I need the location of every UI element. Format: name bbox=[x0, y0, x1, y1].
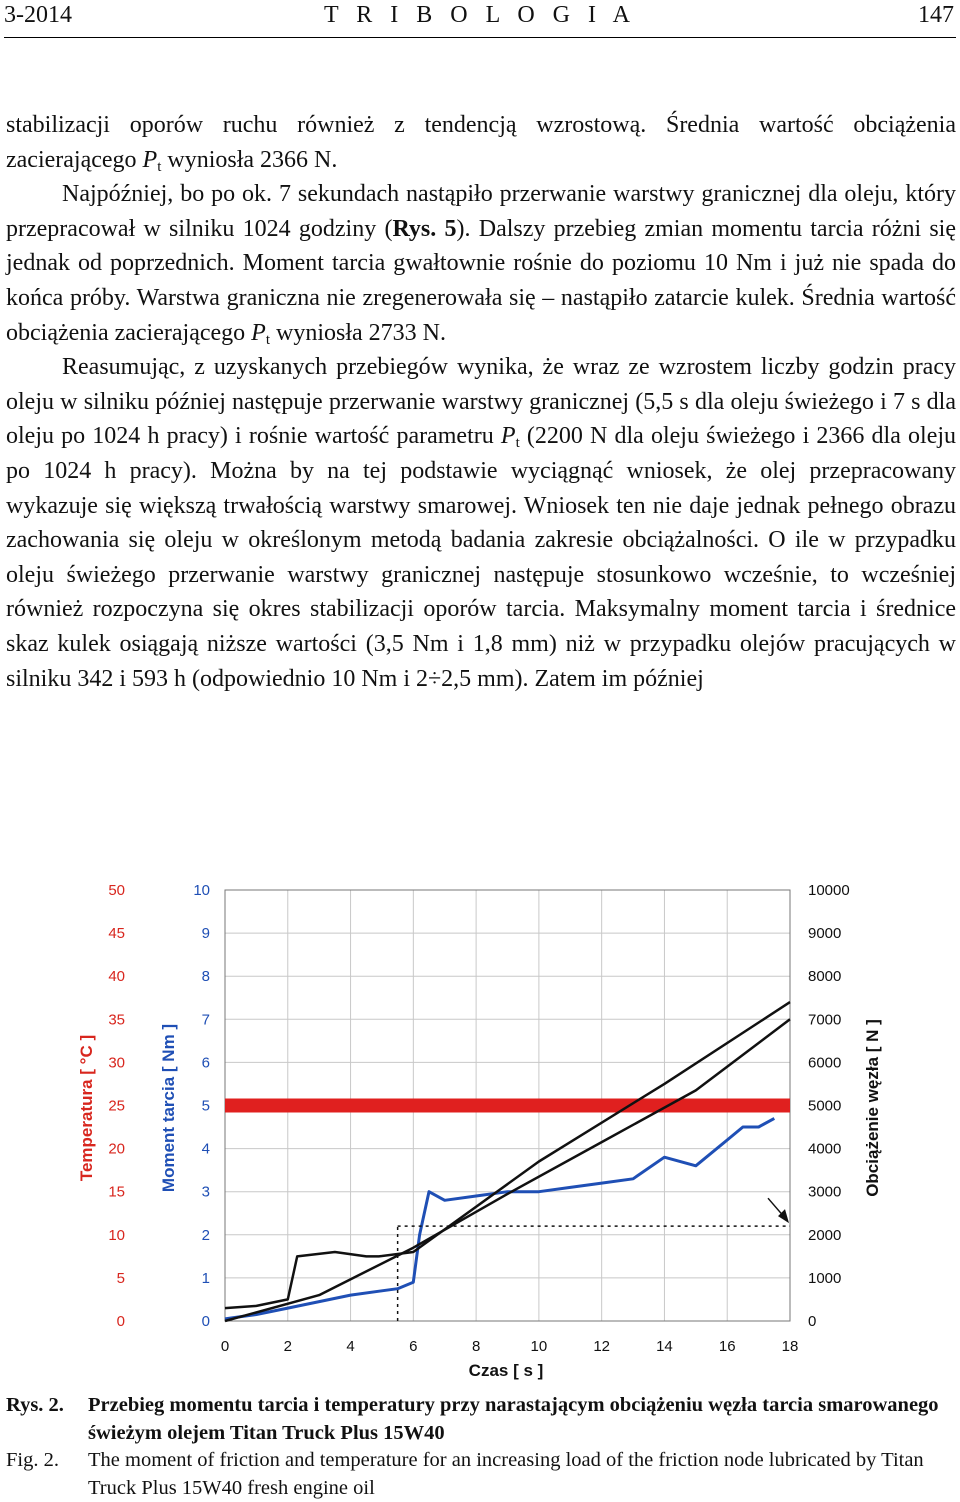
y-tick-label-load: 4000 bbox=[808, 1140, 842, 1158]
caption-label-pl: Rys. 2. bbox=[6, 1394, 64, 1416]
y-tick-label-temperature: 10 bbox=[108, 1226, 125, 1244]
y-tick-label-moment: 4 bbox=[201, 1140, 210, 1158]
y-tick-label-moment: 7 bbox=[201, 1011, 210, 1029]
y-tick-label-moment: 6 bbox=[201, 1054, 210, 1072]
y-tick-label-load: 10000 bbox=[808, 882, 850, 899]
y-tick-label-load: 6000 bbox=[808, 1054, 842, 1072]
paragraph-3: Reasumując, z uzyskanych przebiegów wynika, że wraz ze wzrostem liczby godzin pracy oleju w silniku później następuje przerwanie warstwy granicznej (5,5 s dla oleju świeżego i 7 s dla oleju po 1024 h pracy) i rośnie wartość parametru $P_t$ (2200 N dla oleju świeżego i 2366 dla oleju po 1024 h pracy). Można by na tej podstawie wyciągnąć wniosek, że olej przepracowany wykazuje się większą trwałością warstwy smarowej. Wniosek ten nie daje jednak pełnego obrazu zachowania się oleju w określonym metodą badania zakresie obciążalności. O ile w przypadku oleju świeżego przerwanie warstwy granicznej następuje stosunkowo wcześnie, to wcześniej również rozpoczyna się okres stabilizacji oporów tarcia. Maksymalny moment tarcia i średnice skaz kulek osiągają niższe wartości (3,5 Nm i 1,8 mm) niż w przypadku olejów pracujących w silniku 342 i 593 h (odpowiednio 10 Nm i 2÷2,5 mm). Zatem im później bbox=[6, 354, 957, 692]
y-tick-label-moment: 3 bbox=[201, 1183, 210, 1201]
x-tick-label: 10 bbox=[530, 1338, 548, 1355]
y-tick-label-moment: 0 bbox=[201, 1313, 210, 1330]
header-rule bbox=[4, 37, 956, 38]
y-tick-label-moment: 2 bbox=[201, 1226, 210, 1244]
paragraph-2: Najpóźniej, bo po ok. 7 sekundach nastąpiło przerwanie warstwy granicznej dla oleju, który przepracował w silniku 1024 godziny (Rys. 5). Dalszy przebieg zmian momentu tarcia różni się jednak od poprzednich. Moment tarcia gwałtownie rośnie do poziomu 10 Nm i już nie spada do końca próby. Warstwa graniczna nie zregenerowała się – nastąpiło zatarcie kulek. Średnia wartość obciążenia zacierającego $P_t$ wyniosła 2733 N. bbox=[6, 181, 957, 348]
y-tick-label-temperature: 5 bbox=[116, 1269, 125, 1287]
y-tick-label-moment: 9 bbox=[201, 925, 210, 943]
paragraph-1: stabilizacji oporów ruchu również z tendencją wzrostową. Średnia wartość obciążenia zacierającego $P_t$ wyniosła 2366 N. bbox=[6, 112, 956, 175]
y-tick-label-load: 5000 bbox=[808, 1097, 842, 1115]
y-tick-label-moment: 10 bbox=[193, 882, 210, 899]
y-tick-label-temperature: 0 bbox=[116, 1313, 125, 1330]
series-layer bbox=[225, 1002, 790, 1321]
y-tick-label-temperature: 20 bbox=[108, 1140, 125, 1158]
x-tick-label: 16 bbox=[718, 1338, 736, 1355]
y-tick-label-load: 1000 bbox=[808, 1269, 842, 1287]
y-tick-label-temperature: 45 bbox=[108, 925, 125, 943]
caption-polish bbox=[6, 1391, 956, 1447]
y-tick-label-temperature: 40 bbox=[108, 968, 125, 986]
y-tick-label-load: 3000 bbox=[808, 1183, 842, 1201]
x-tick-label: 0 bbox=[220, 1338, 230, 1355]
y-tick-label-load: 9000 bbox=[808, 925, 842, 943]
y-tick-label-moment: 1 bbox=[201, 1269, 210, 1287]
y-tick-label-load: 0 bbox=[808, 1313, 817, 1330]
caption-label-en: Fig. 2. bbox=[6, 1449, 59, 1471]
series-load bbox=[225, 1019, 790, 1321]
tick-labels bbox=[108, 882, 849, 1355]
friction-chart bbox=[50, 868, 930, 1388]
y-tick-label-temperature: 25 bbox=[108, 1097, 125, 1115]
series-moment-black bbox=[225, 1002, 790, 1308]
running-header bbox=[0, 0, 960, 34]
y-tick-label-load: 7000 bbox=[808, 1011, 842, 1029]
x-tick-label: 8 bbox=[471, 1338, 481, 1355]
y-tick-label-temperature: 15 bbox=[108, 1183, 125, 1201]
figure-reference: Rys. 5 bbox=[392, 215, 457, 242]
journal-title: T R I B O L O G I A bbox=[324, 2, 636, 28]
x-tick-label: 2 bbox=[283, 1338, 292, 1355]
y-axis-label-load: Obciążenie węzła [ N ] bbox=[863, 1019, 882, 1197]
page-number: 147 bbox=[918, 2, 954, 28]
x-tick-label: 6 bbox=[409, 1338, 418, 1355]
body-text bbox=[6, 108, 956, 696]
y-tick-label-moment: 8 bbox=[201, 968, 210, 986]
y-tick-label-load: 8000 bbox=[808, 968, 842, 986]
x-tick-label: 18 bbox=[781, 1338, 799, 1355]
y-tick-label-temperature: 35 bbox=[108, 1011, 125, 1029]
x-tick-label: 4 bbox=[346, 1338, 355, 1355]
caption-text-pl: Przebieg momentu tarcia i temperatury przy narastającym obciążeniu węzła tarcia smarowanego świeżym olejem Titan Truck Plus 15W40 bbox=[88, 1394, 939, 1444]
x-axis-label: Czas [ s ] bbox=[468, 1361, 544, 1380]
y-axis-label-temperature: Temperatura [ °C ] bbox=[77, 1034, 96, 1182]
y-tick-label-moment: 5 bbox=[201, 1097, 210, 1115]
y-axis-label-moment: Moment tarcia [ Nm ] bbox=[159, 1023, 178, 1193]
caption-english bbox=[6, 1446, 956, 1502]
x-tick-label: 14 bbox=[656, 1338, 673, 1355]
y-tick-label-temperature: 30 bbox=[108, 1054, 125, 1072]
figure-chart bbox=[50, 868, 930, 1388]
caption-text-en: The moment of friction and temperature for an increasing load of the friction node lubricated by Titan Truck Plus 15W40 fresh engine oil bbox=[88, 1449, 924, 1499]
x-tick-label: 12 bbox=[593, 1338, 611, 1355]
y-tick-label-temperature: 50 bbox=[108, 882, 125, 899]
y-tick-label-load: 2000 bbox=[808, 1226, 842, 1244]
journal-issue: 3-2014 bbox=[4, 2, 72, 28]
